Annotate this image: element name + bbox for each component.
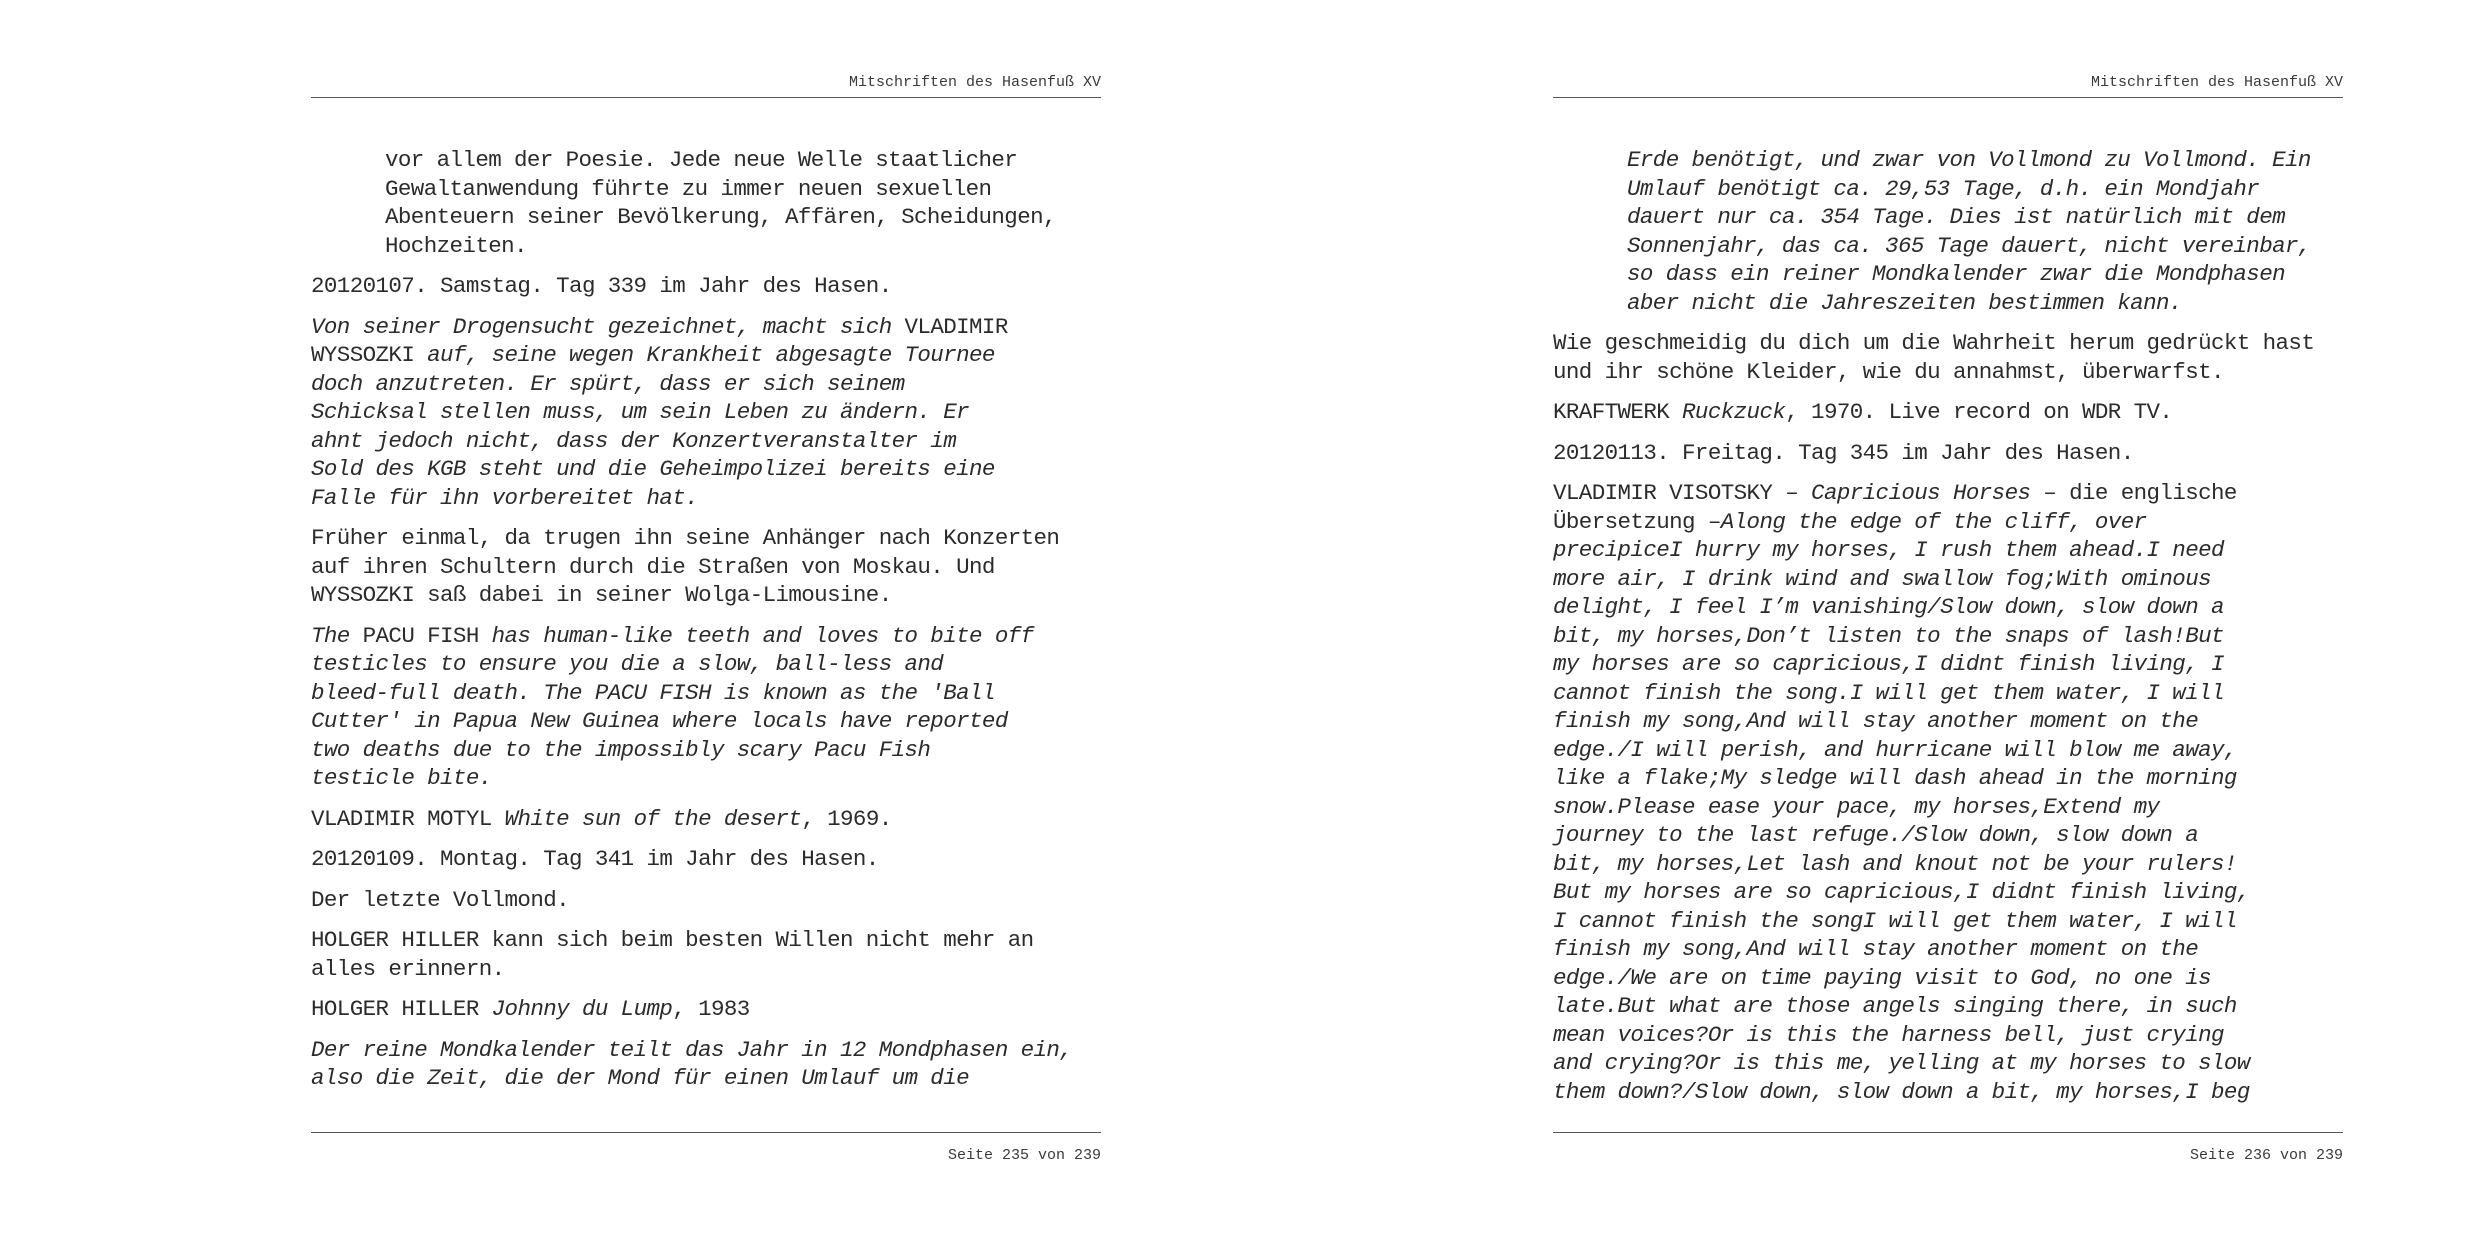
text-line xyxy=(1627,232,2343,261)
text-line xyxy=(385,203,1101,232)
italic-run: White sun of the desert xyxy=(504,805,802,832)
paragraph xyxy=(311,524,1101,610)
italic-run: also die Zeit, die der Mond für einen Umlauf um die xyxy=(311,1065,970,1091)
text-run: KRAFTWERK xyxy=(1553,399,1683,425)
text-line xyxy=(311,553,1101,582)
italic-run: Johnny du Lump xyxy=(491,996,673,1022)
italic-run: late.But what are those angels singing there, in such xyxy=(1553,993,2237,1019)
paragraph xyxy=(311,805,1101,834)
text-line xyxy=(1627,289,2343,318)
text-line xyxy=(311,581,1101,610)
text-line xyxy=(311,1064,1101,1093)
paragraph xyxy=(1553,146,2343,317)
text-line xyxy=(385,175,1101,204)
italic-run: PACU FISH xyxy=(594,679,711,706)
text-run: Übersetzung – xyxy=(1553,508,1721,535)
text-run: , 1983 xyxy=(672,996,750,1022)
text-line xyxy=(1553,650,2343,679)
text-run: PACU FISH xyxy=(362,622,479,649)
italic-run: precipiceI hurry my horses, I rush them ahead.I need xyxy=(1553,537,2224,563)
italic-run: edge./We are on time paying visit to God, no one is xyxy=(1553,964,2212,991)
text-run: 20120113. Freitag. Tag 345 im Jahr des Hasen. xyxy=(1553,439,2134,466)
page-body xyxy=(1553,146,2343,1118)
italic-run: The xyxy=(311,622,363,649)
page-body xyxy=(311,146,1101,1105)
text-run: VLADIMIR MOTYL xyxy=(311,805,505,832)
italic-run: testicles to ensure you die a slow, ball-less and xyxy=(311,651,944,677)
paragraph xyxy=(311,146,1101,260)
text-line xyxy=(311,272,1101,301)
text-line xyxy=(311,313,1101,342)
text-line xyxy=(311,764,1101,793)
text-line xyxy=(1553,707,2343,736)
page-number: Seite 235 von 239 xyxy=(947,1147,1101,1164)
text-run: HOLGER HILLER xyxy=(311,996,492,1022)
text-line xyxy=(311,805,1101,834)
italic-run: so dass ein reiner Mondkalender zwar die Mondphasen xyxy=(1627,261,2286,287)
italic-run: Schicksal stellen muss, um sein Leben zu ändern. Er xyxy=(311,399,970,425)
text-run: Abenteuern seiner Bevölkerung, Affären, Scheidungen, xyxy=(385,204,1056,230)
text-line xyxy=(1627,146,2343,175)
italic-run: I cannot finish the songI will get them water, I will xyxy=(1553,907,2237,934)
running-header: Mitschriften des Hasenfuß XV xyxy=(848,74,1101,91)
left-page xyxy=(311,0,1101,1240)
text-run: Hochzeiten. xyxy=(385,232,527,259)
paragraph xyxy=(311,622,1101,793)
italic-run: Along the edge of the cliff, over xyxy=(1720,508,2147,535)
text-line xyxy=(1553,878,2343,907)
paragraph xyxy=(311,272,1101,301)
text-line xyxy=(311,524,1101,553)
text-run: WYSSOZKI xyxy=(311,342,415,368)
italic-run: Cutter' in Papua New Guinea where locals have reported xyxy=(311,708,1008,734)
text-run: Früher einmal, da trugen ihn seine Anhänger nach Konzerten xyxy=(311,525,1060,551)
text-line xyxy=(1627,203,2343,232)
text-line xyxy=(1553,622,2343,651)
text-line xyxy=(1553,536,2343,565)
text-line xyxy=(311,370,1101,399)
text-line xyxy=(1553,992,2343,1021)
text-run: WYSSOZKI saß dabei in seiner Wolga-Limousine. xyxy=(311,582,892,608)
text-run: vor allem der Poesie. Jede neue Welle staatlicher xyxy=(385,147,1018,173)
italic-run: has human-like teeth and loves to bite off xyxy=(478,622,1034,649)
italic-run: testicle bite. xyxy=(311,765,492,791)
running-header: Mitschriften des Hasenfuß XV xyxy=(2090,74,2343,91)
text-line xyxy=(311,707,1101,736)
text-line xyxy=(1553,398,2343,427)
text-line xyxy=(1553,935,2343,964)
italic-run: aber nicht die Jahreszeiten bestimmen kann. xyxy=(1627,289,2182,316)
text-line xyxy=(1553,793,2343,822)
italic-run: finish my song,And will stay another moment on the xyxy=(1553,708,2199,734)
paragraph xyxy=(1553,329,2343,386)
italic-run: edge./I will perish, and hurricane will blow me away, xyxy=(1553,736,2237,763)
text-run: – die englische xyxy=(2030,480,2237,506)
italic-run: finish my song,And will stay another moment on the xyxy=(1553,936,2199,962)
italic-run: my horses are so capricious,I didnt finish living, I xyxy=(1553,651,2224,677)
text-run: , 1970. Live record on WDR TV. xyxy=(1785,399,2173,425)
text-line xyxy=(1553,439,2343,468)
italic-run: bit, my horses,Let lash and knout not be your rulers! xyxy=(1553,850,2237,877)
text-line xyxy=(1553,821,2343,850)
text-run: alles erinnern. xyxy=(311,955,505,982)
text-line xyxy=(1627,175,2343,204)
text-line xyxy=(311,679,1101,708)
text-run: und ihr schöne Kleider, wie du annahmst, überwarfst. xyxy=(1553,358,2224,385)
paragraph xyxy=(311,313,1101,513)
footer-rule xyxy=(1553,1132,2343,1133)
text-run: , 1969. xyxy=(801,805,892,832)
paragraph xyxy=(1553,479,2343,1106)
text-run: VLADIMIR xyxy=(904,313,1008,340)
text-run: auf ihren Schultern durch die Straßen von Moskau. Und xyxy=(311,553,995,580)
italic-run: Ruckzuck xyxy=(1682,399,1786,425)
text-line xyxy=(311,650,1101,679)
italic-run: dauert nur ca. 354 Tage. Dies ist natürlich mit dem xyxy=(1627,204,2286,230)
italic-run: Falle für ihn vorbereitet hat. xyxy=(311,484,699,511)
header-rule xyxy=(1553,97,2343,98)
text-run: Gewaltanwendung führte zu immer neuen sexuellen xyxy=(385,175,992,202)
text-line xyxy=(385,232,1101,261)
text-run: 20120107. Samstag. Tag 339 im Jahr des Hasen. xyxy=(311,273,892,299)
text-run: VLADIMIR VISOTSKY – xyxy=(1553,480,1812,506)
text-line xyxy=(1553,329,2343,358)
text-line xyxy=(311,995,1101,1024)
text-line xyxy=(311,427,1101,456)
paragraph xyxy=(311,926,1101,983)
paragraph xyxy=(1553,439,2343,468)
text-line xyxy=(311,484,1101,513)
italic-run: snow.Please ease your pace, my horses,Extend my xyxy=(1553,793,2160,820)
header-rule xyxy=(311,97,1101,98)
italic-run: like a flake;My sledge will dash ahead in the morning xyxy=(1553,765,2237,791)
italic-run: But my horses are so capricious,I didnt finish living, xyxy=(1553,879,2250,905)
page-number: Seite 236 von 239 xyxy=(2189,1147,2343,1164)
paragraph xyxy=(311,886,1101,915)
text-run: HOLGER HILLER kann sich beim besten Willen nicht mehr an xyxy=(311,927,1034,953)
italic-run: Von seiner Drogensucht gezeichnet, macht sich xyxy=(311,313,905,340)
italic-run: delight, I feel I’m vanishing/Slow down, slow down a xyxy=(1553,594,2224,620)
italic-run: bleed-full death. The xyxy=(311,679,595,706)
text-line xyxy=(1553,508,2343,537)
text-line xyxy=(1553,850,2343,879)
text-line xyxy=(1553,764,2343,793)
paragraph xyxy=(311,995,1101,1024)
italic-run: Umlauf benötigt ca. 29,53 Tage, d.h. ein Mondjahr xyxy=(1627,175,2260,202)
text-line xyxy=(1553,1049,2343,1078)
text-line xyxy=(385,146,1101,175)
italic-run: and crying?Or is this me, yelling at my horses to slow xyxy=(1553,1050,2250,1076)
text-line xyxy=(1553,964,2343,993)
text-line xyxy=(311,955,1101,984)
text-run: 20120109. Montag. Tag 341 im Jahr des Hasen. xyxy=(311,846,879,872)
text-line xyxy=(311,845,1101,874)
text-line xyxy=(311,886,1101,915)
text-run: Der letzte Vollmond. xyxy=(311,886,570,913)
text-line xyxy=(1553,1021,2343,1050)
text-line xyxy=(1553,736,2343,765)
text-line xyxy=(311,455,1101,484)
text-line xyxy=(311,622,1101,651)
italic-run: auf, seine wegen Krankheit abgesagte Tournee xyxy=(414,342,995,368)
italic-run: ahnt jedoch nicht, dass der Konzertveranstalter im xyxy=(311,427,957,454)
paragraph xyxy=(311,1036,1101,1093)
text-line xyxy=(1553,479,2343,508)
text-line xyxy=(311,398,1101,427)
italic-run: Der reine Mondkalender teilt das Jahr in 12 Mondphasen ein, xyxy=(311,1036,1073,1063)
italic-run: Capricious Horses xyxy=(1811,480,2031,506)
text-line xyxy=(1553,565,2343,594)
italic-run: Sold des KGB steht und die Geheimpolizei bereits eine xyxy=(311,456,995,482)
text-line xyxy=(1553,679,2343,708)
text-line xyxy=(311,1036,1101,1065)
text-line xyxy=(1627,260,2343,289)
italic-run: more air, I drink wind and swallow fog;With ominous xyxy=(1553,565,2212,592)
text-line xyxy=(1553,593,2343,622)
italic-run: Erde benötigt, und zwar von Vollmond zu Vollmond. Ein xyxy=(1627,147,2311,173)
italic-run: cannot finish the song.I will get them water, I will xyxy=(1553,679,2224,706)
text-line xyxy=(1553,907,2343,936)
text-line xyxy=(1553,1078,2343,1107)
italic-run: is known as the 'Ball xyxy=(710,679,995,706)
italic-run: two deaths due to the impossibly scary Pacu Fish xyxy=(311,736,931,763)
text-line xyxy=(311,736,1101,765)
text-line xyxy=(311,926,1101,955)
text-run: Wie geschmeidig du dich um die Wahrheit herum gedrückt hast xyxy=(1553,330,2315,356)
right-page xyxy=(1553,0,2343,1240)
paragraph xyxy=(1553,398,2343,427)
text-line xyxy=(1553,358,2343,387)
italic-run: them down?/Slow down, slow down a bit, my horses,I beg xyxy=(1553,1078,2250,1105)
italic-run: Sonnenjahr, das ca. 365 Tage dauert, nicht vereinbar, xyxy=(1627,232,2311,259)
italic-run: doch anzutreten. Er spürt, dass er sich seinem xyxy=(311,370,905,397)
italic-run: journey to the last refuge./Slow down, slow down a xyxy=(1553,822,2199,848)
italic-run: bit, my horses,Don’t listen to the snaps of lash!But xyxy=(1553,622,2224,649)
text-line xyxy=(311,341,1101,370)
footer-rule xyxy=(311,1132,1101,1133)
italic-run: mean voices?Or is this the harness bell, just crying xyxy=(1553,1021,2224,1048)
paragraph xyxy=(311,845,1101,874)
